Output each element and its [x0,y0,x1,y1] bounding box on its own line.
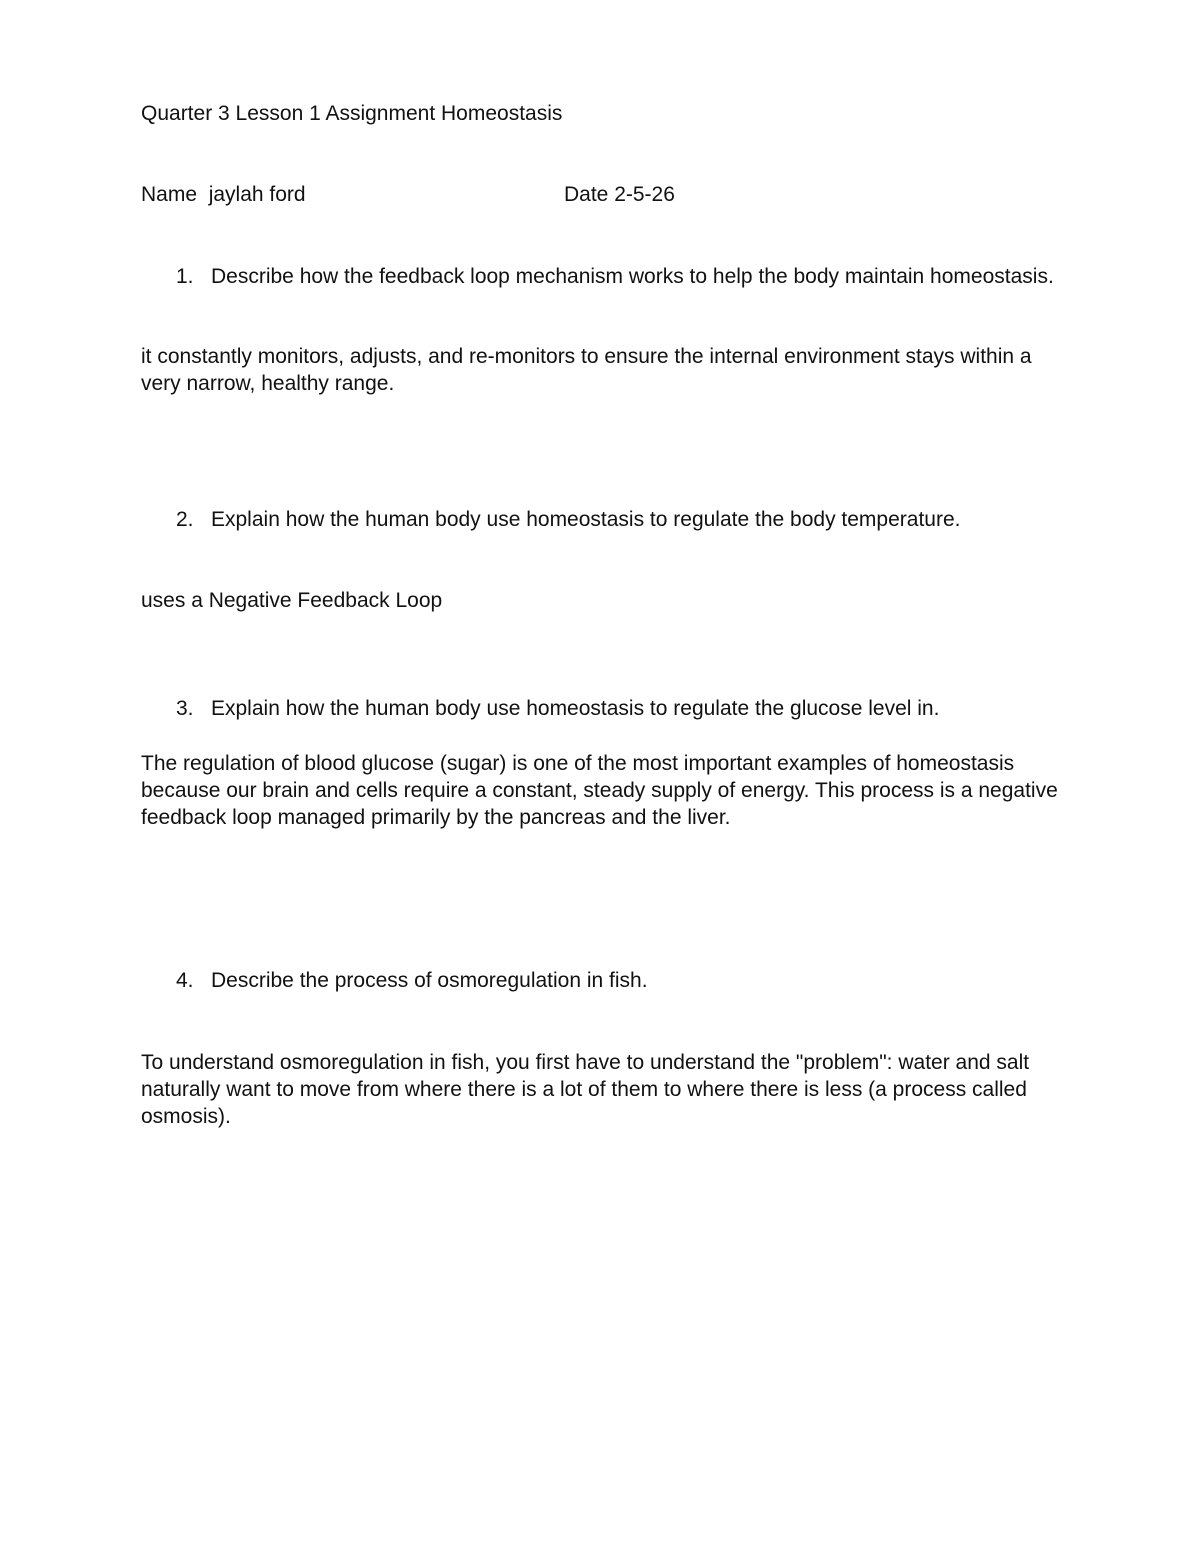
answer-4: To understand osmoregulation in fish, you first have to understand the "problem": water and salt naturally want to move from where there is a lot of them to where there is less (a process called osmosis). [141,1051,1030,1128]
answer-1: it constantly monitors, adjusts, and re-monitors to ensure the internal environment stays within a very narrow, healthy range. [141,345,1032,395]
question-number: 1. [176,265,194,288]
date-row [564,181,675,208]
question-3 [176,695,1056,722]
question-number: 2. [176,508,194,531]
question-text: Describe the process of osmoregulation in fish. [211,969,648,992]
name-value: jaylah ford [208,183,306,206]
question-number: 4. [176,969,194,992]
question-text: Describe how the feedback loop mechanism works to help the body maintain homeostasis. [211,265,1054,288]
answer-3: The regulation of blood glucose (sugar) is one of the most important examples of homeostasis because our brain and cells require a constant, steady supply of energy. This process is a negative feedback loop managed primarily by the pancreas and the liver. [141,752,1058,829]
question-1 [176,263,1056,290]
date-label: Date [564,183,609,206]
question-2 [176,506,1056,533]
date-value: 2-5-26 [614,183,675,206]
question-4 [176,967,1056,994]
question-text: Explain how the human body use homeostasis to regulate the glucose level in. [211,697,940,720]
document-title: Quarter 3 Lesson 1 Assignment Homeostasis [141,102,563,125]
answer-2: uses a Negative Feedback Loop [141,589,443,612]
name-label: Name [141,183,198,206]
question-text: Explain how the human body use homeostasis to regulate the body temperature. [211,508,961,531]
question-number: 3. [176,697,194,720]
name-row [141,181,306,208]
